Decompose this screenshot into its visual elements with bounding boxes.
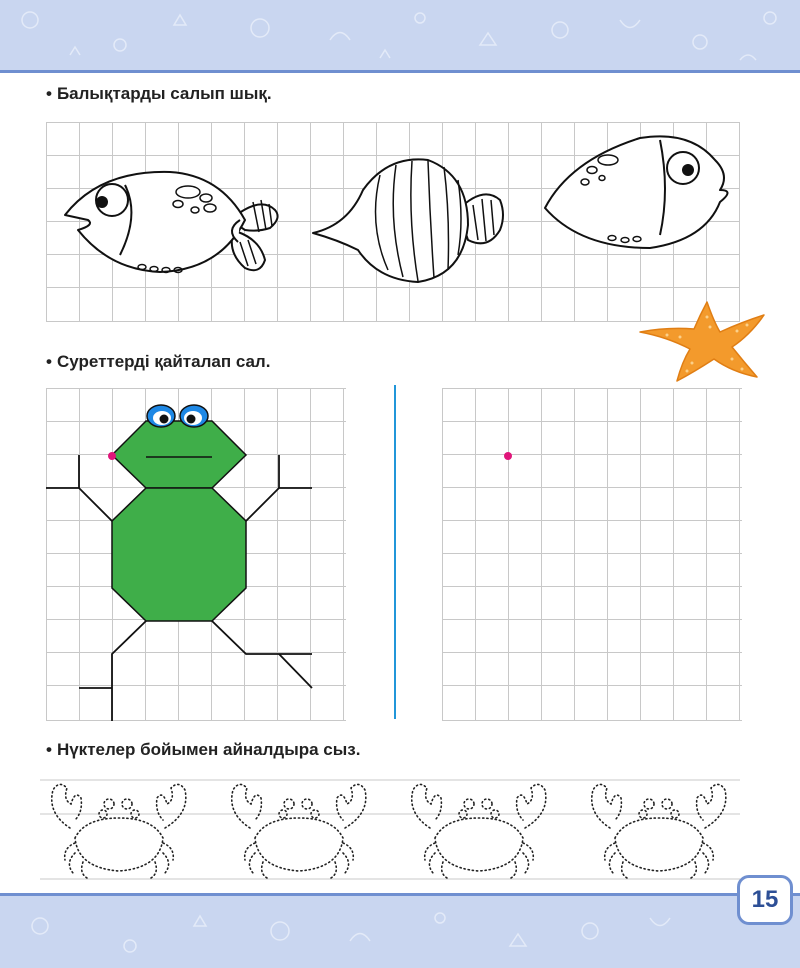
start-dot [108,452,116,460]
section-heading-fish: • Балықтарды салып шық. [46,84,272,103]
crab-icon [52,784,186,878]
crab-icon [232,784,366,878]
divider-line [394,385,396,719]
start-dot [504,452,512,460]
fish-icon [308,155,508,285]
fish-icon [60,160,285,280]
fish-icon [540,130,740,255]
top-decorative-band [0,0,800,73]
crab-icon [412,784,546,878]
starfish-icon [632,297,772,383]
empty-copy-grid[interactable] [442,388,742,721]
page-number: 15 [737,875,793,925]
frog-grid [46,388,346,721]
section-heading-copy: • Суреттерді қайталап сал. [46,352,271,371]
bottom-decorative-band [0,893,800,968]
section-heading-trace: • Нүктелер бойымен айналдыра сыз. [46,740,361,759]
crab-tracing-row [40,778,742,883]
crab-icon [592,784,726,878]
